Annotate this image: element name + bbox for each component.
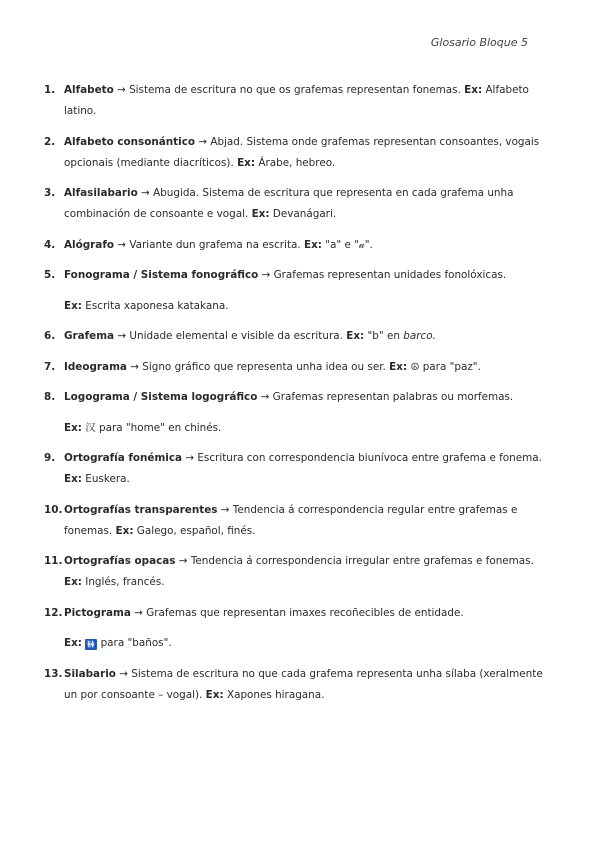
item-definition: Grafemas representan unidades fonolóxicas. xyxy=(270,269,507,281)
item-number: 5. xyxy=(44,269,56,281)
arrow-icon: → xyxy=(185,452,195,464)
item-definition: Tendencia á correspondencia regular entre grafemas e fonemas. xyxy=(64,503,518,537)
item-definition: Grafemas que representan imaxes recoñecibles de entidade. xyxy=(142,606,464,619)
item-example: Xapones hiragana. xyxy=(226,688,325,701)
item-example-line xyxy=(64,418,544,439)
glossary-item xyxy=(44,448,544,490)
item-definition: Escritura con correspondencia biunívoca entre grafema e fonema. xyxy=(194,452,542,464)
glossary-item xyxy=(44,603,544,655)
item-number: 12. xyxy=(44,606,63,619)
item-term: Alfabeto xyxy=(64,84,114,96)
glossary-item xyxy=(44,265,544,317)
glossary-item xyxy=(44,551,544,593)
item-example: para "paz". xyxy=(419,360,481,373)
item-example-line xyxy=(64,633,544,654)
item-body xyxy=(64,500,544,542)
item-body xyxy=(64,603,544,655)
arrow-icon: → xyxy=(134,606,143,619)
item-example: Alfabeto latino. xyxy=(64,84,529,117)
item-definition: Sistema de escritura no que cada grafema representa unha sílaba (xeralmente un por consoante – vogal). xyxy=(64,667,543,701)
arrow-icon: → xyxy=(130,360,139,373)
item-definition: Sistema de escritura no que os grafemas representan fonemas. xyxy=(125,84,465,96)
item-number: 13. xyxy=(44,667,63,680)
item-body xyxy=(64,326,544,347)
item-term: Ortografías opacas xyxy=(64,555,176,567)
item-body xyxy=(64,551,544,593)
item-body xyxy=(64,357,544,378)
item-definition: Variante dun grafema na escrita. xyxy=(126,238,304,251)
glossary-item xyxy=(44,357,544,378)
item-term: Logograma / Sistema logográfico xyxy=(64,391,258,403)
glossary-item xyxy=(44,80,544,122)
example-label: Ex: xyxy=(346,330,365,342)
item-term: Alfabeto consonántico xyxy=(64,135,195,148)
item-example-line xyxy=(64,296,544,317)
item-example: para "home" en chinés. xyxy=(95,421,222,434)
glossary-item xyxy=(44,387,544,439)
item-definition: Unidade elemental e visible da escritura. xyxy=(126,330,347,342)
arrow-icon: → xyxy=(117,330,127,342)
chinese-character: 汉 xyxy=(85,421,96,434)
item-body xyxy=(64,387,544,439)
example-label: Ex: xyxy=(205,688,224,701)
arrow-icon: → xyxy=(119,667,128,680)
item-term: Alfasilabario xyxy=(64,187,138,199)
arrow-icon: → xyxy=(178,555,188,567)
item-example: Escrita xaponesa katakana. xyxy=(85,299,229,312)
item-term: Ortografías transparentes xyxy=(64,503,218,516)
arrow-icon: → xyxy=(141,187,150,199)
item-example: Devanágari. xyxy=(272,208,337,220)
item-term: Ideograma xyxy=(64,360,127,373)
arrow-icon: → xyxy=(117,84,126,96)
item-body xyxy=(64,265,544,317)
item-body xyxy=(64,448,544,490)
example-label: Ex: xyxy=(389,360,408,373)
example-label: Ex: xyxy=(237,156,256,169)
item-number: 6. xyxy=(44,330,56,342)
item-definition: Abugida. Sistema de escritura que representa en cada grafema unha combinación de consoante e vogal. xyxy=(64,187,514,220)
item-number: 4. xyxy=(44,238,56,251)
item-number: 2. xyxy=(44,135,56,148)
item-example: Galego, español, finés. xyxy=(136,524,256,537)
item-body xyxy=(64,80,544,122)
item-number: 8. xyxy=(44,391,56,403)
item-number: 9. xyxy=(44,452,56,464)
item-number: 10. xyxy=(44,503,63,516)
item-example: Árabe, hebreo. xyxy=(258,156,336,169)
example-label: Ex: xyxy=(251,208,270,220)
item-body xyxy=(64,132,544,174)
item-body xyxy=(64,183,544,225)
arrow-icon: → xyxy=(220,503,230,516)
item-body xyxy=(64,235,544,256)
glossary-item xyxy=(44,326,544,347)
example-label: Ex: xyxy=(64,576,82,588)
glossary-item xyxy=(44,664,544,706)
glossary-item xyxy=(44,132,544,174)
glossary-item xyxy=(44,183,544,225)
item-example: "a" e "𝒶". xyxy=(325,238,373,251)
glossary-list xyxy=(44,80,544,706)
glossary-item xyxy=(44,500,544,542)
item-definition: Abjad. Sistema onde grafemas representan consoantes, vogais opcionais (mediante diacríticos). xyxy=(64,135,540,169)
arrow-icon: → xyxy=(198,135,208,148)
item-definition: Tendencia á correspondencia irregular entre grafemas e fonemas. xyxy=(187,555,534,567)
item-example: para "baños". xyxy=(97,637,172,649)
item-number: 7. xyxy=(44,360,56,373)
item-number: 1. xyxy=(44,84,56,96)
item-example: Inglés, francés. xyxy=(85,576,165,588)
example-label: Ex: xyxy=(304,238,322,251)
item-number: 3. xyxy=(44,187,56,199)
item-definition: Grafemas representan palabras ou morfemas. xyxy=(269,391,514,403)
example-label: Ex: xyxy=(64,473,82,485)
example-label: Ex: xyxy=(64,637,82,649)
arrow-icon: → xyxy=(260,391,270,403)
item-example: Euskera. xyxy=(85,473,130,485)
example-label: Ex: xyxy=(115,524,134,537)
item-example-italic: barco. xyxy=(403,330,436,342)
arrow-icon: → xyxy=(261,269,271,281)
item-example: "b" en xyxy=(367,330,404,342)
example-label: Ex: xyxy=(64,421,82,434)
item-term: Fonograma / Sistema fonográfico xyxy=(64,269,259,281)
item-definition: Signo gráfico que representa unha idea ou ser. xyxy=(138,360,390,373)
glossary-item xyxy=(44,235,544,256)
page-header: Glosario Bloque 5 xyxy=(430,36,528,49)
example-label: Ex: xyxy=(464,84,483,96)
restroom-icon: 🚻 xyxy=(86,640,97,649)
peace-symbol-icon: ☮ xyxy=(410,361,420,373)
item-term: Pictograma xyxy=(64,606,131,619)
item-term: Alógrafo xyxy=(64,238,114,251)
item-term: Grafema xyxy=(64,330,115,342)
example-label: Ex: xyxy=(64,299,82,312)
item-term: Silabario xyxy=(64,667,116,680)
item-term: Ortografía fonémica xyxy=(64,452,183,464)
item-body xyxy=(64,664,544,706)
arrow-icon: → xyxy=(117,238,127,251)
item-number: 11. xyxy=(44,555,63,567)
